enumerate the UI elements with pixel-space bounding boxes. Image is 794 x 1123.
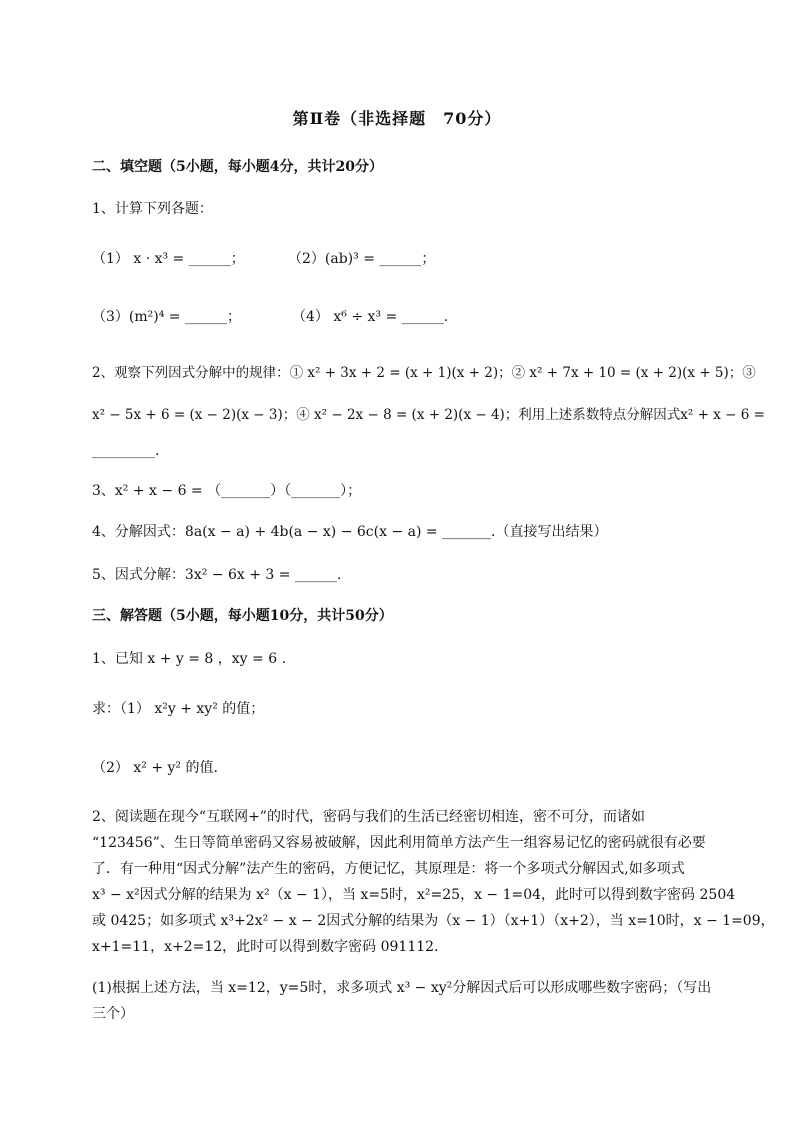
question-3-1-ask2: （2） x² + y² 的值. xyxy=(92,760,218,776)
question-3-2-para-line6: x+1=11，x+2=12，此时可以得到数字密码 091112. xyxy=(92,939,439,955)
question-3-2-para-line4: x³ − x²因式分解的结果为 x²（x − 1），当 x=5时，x²=25，x − 1=04，此时可以得到数字密码 2504 xyxy=(92,887,736,903)
question-2-1-part2: （2）(ab)³ = ______； xyxy=(288,251,436,267)
question-2-1-part1: （1） x · x³ = ______； xyxy=(92,251,245,267)
question-3-2-sub1-line2: 三个） xyxy=(92,1006,134,1022)
question-2-2-line1: 2、观察下列因式分解中的规律：① x² + 3x + 2 = (x + 1)(x + 2)；② x² + 7x + 10 = (x + 2)(x + 5)；③ xyxy=(92,365,756,381)
question-2-3: 3、x² + x − 6 = （_______）（_______）； xyxy=(92,483,362,499)
section3-heading: 三、解答题（5小题，每小题10分，共计50分） xyxy=(92,608,393,624)
question-3-2-para-line5: 或 0425；如多项式 x³+2x² − x − 2因式分解的结果为（x − 1）（x+1）（x+2），当 x=10时，x − 1=09， xyxy=(92,913,775,929)
question-2-2-line2: x² − 5x + 6 = (x − 2)(x − 3)；④ x² − 2x − 8 = (x + 2)(x − 4)；利用上述系数特点分解因式x² + x − 6 = xyxy=(92,407,765,423)
question-3-2-para-line1: 2、阅读题在现今“互联网+”的时代，密码与我们的生活已经密切相连，密不可分，而诸如 xyxy=(92,809,645,825)
question-2-4: 4、分解因式：8a(x − a) + 4b(a − x) − 6c(x − a) = _______.（直接写出结果） xyxy=(92,524,608,540)
section2-heading: 二、填空题（5小题，每小题4分，共计20分） xyxy=(92,159,383,175)
question-2-1-part3: （3）(m²)⁴ = ______； xyxy=(92,309,241,325)
question-3-1-ask1: 求：（1） x²y + xy² 的值； xyxy=(92,701,265,717)
question-3-2-para-line3: 了．有一种用“因式分解”法产生的密码，方便记忆，其原理是：将一个多项式分解因式,如多项式 xyxy=(92,861,685,877)
question-2-1-part4: （4） x⁶ ÷ x³ = ______. xyxy=(292,309,449,325)
question-3-2-para-line2: “123456”、生日等简单密码又容易被破解，因此利用简单方法产生一组容易记忆的密码就很有必要 xyxy=(92,835,706,851)
question-2-1-stem: 1、计算下列各题： xyxy=(92,201,213,217)
exam-section-title: 第Ⅱ卷（非选择题 70分） xyxy=(292,109,502,128)
question-3-2-sub1-line1: (1)根据上述方法，当 x=12，y=5时，求多项式 x³ − xy²分解因式后可以形成哪些数字密码；（写出 xyxy=(92,980,712,996)
question-3-1-given: 1、已知 x + y = 8 ，xy = 6 . xyxy=(92,651,287,667)
question-2-5: 5、因式分解：3x² − 6x + 3 = ______. xyxy=(92,567,342,583)
question-2-2-line3: _________. xyxy=(92,443,160,459)
